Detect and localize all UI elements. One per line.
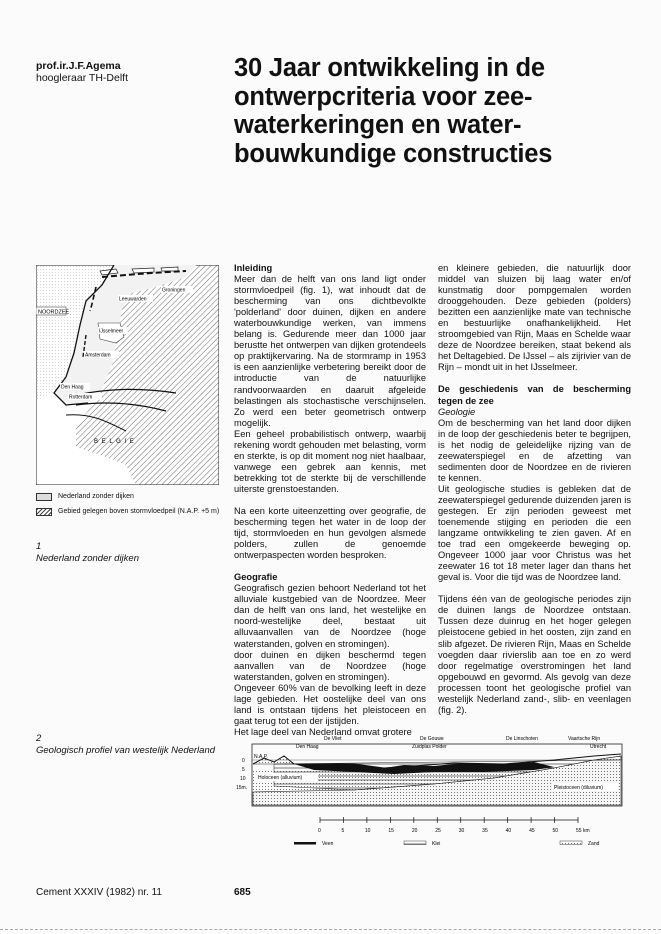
layer-label-pleistoceen: Pleistoceen (diluvium) [554, 785, 603, 791]
legend-swatch-klei [404, 841, 426, 845]
paragraph-gap [438, 583, 631, 594]
author-role: hoogleraar TH-Delft [36, 72, 129, 84]
scale-tick-label: 35 [482, 828, 488, 834]
legend-label: Nederland zonder dijken [58, 493, 134, 500]
figure-1-legend [36, 492, 226, 522]
article-title [234, 54, 634, 168]
legend-swatch-hatch [36, 508, 52, 516]
title-line: waterkeringen en water- [234, 111, 522, 139]
legend-label-klei: Klei [432, 841, 441, 847]
figure-number: 2 [36, 733, 42, 744]
map-label-den-haag: Den Haag [61, 384, 84, 391]
author-name: prof.ir.J.F.Agema [36, 60, 121, 72]
map-label-rotterdam: Rotterdam [69, 394, 93, 401]
figure-number: 1 [36, 541, 42, 552]
figure-caption-text: Geologisch profiel van westelijk Nederland [36, 744, 216, 756]
geological-profile [234, 734, 630, 852]
figure-2-profile [234, 734, 630, 852]
paragraph: Uit geologische studies is gebleken dat de zeewaterspiegel gedurende duizenden jaren is gestegen. Er zijn perioden geweest met toenemende stijging en perioden die een langzame ontwikkeling te zien gaven. Af en toe trad een omgekeerde beweging op. Ongeveer 1000 jaar voor Christus was het zeewater 16 tot 18 meter lager dan thans het geval is. Voor die tijd was de Noordzee land. [438, 483, 631, 583]
scale-tick-label: 30 [458, 828, 465, 834]
legend-swatch-plain [36, 493, 52, 501]
scale-tick-label: 40 [505, 828, 512, 834]
depth-tick: 10 [240, 776, 246, 782]
paragraph-gap [234, 561, 426, 572]
paragraph: door duinen en dijken beschermd tegen aanvallen van de Noordzee (hoge waterstanden, golven en stromingen). [234, 649, 426, 682]
paragraph: en kleinere gebieden, die natuurlijk door middel van sluizen bij laag water en/of kunstmatig door pompgemalen worden drooggehouden. Deze gebieden (polders) bezitten een aanzienlijke mate van technische en bestuurlijke onafhankelijkheid. Het stroomgebied van Rijn, Maas en Schelde waar deze de Noordzee bereiken, staat bekend als het Deltagebied. De IJssel – als zijrivier van de Rijn – mondt uit in het IJsselmeer. [438, 263, 631, 373]
legend-label-zand: Zand [588, 841, 600, 847]
legend-item [36, 492, 226, 501]
paragraph: Na een korte uiteenzetting over geografie, de bescherming tegen het water in de loop der tijd, stormvloeden en hun gevolgen alsmede polders, zullen de genoemde ontwerpaspecten worden besproken. [234, 505, 426, 561]
paragraph: Het lage deel van Nederland omvat grotere [234, 726, 412, 737]
map-label-belgie: B E L G I E [94, 439, 135, 445]
depth-tick: 15m. [236, 785, 248, 791]
scale-tick-label: 0 [318, 828, 321, 834]
legend-item [36, 507, 226, 516]
paragraph: Een geheel probabilistisch ontwerp, waarbij rekening wordt gehouden met belasting, vorm en sterkte, is op dit moment nog niet haalbaar, vanwege een gebrek aan kennis, met betrekking tot de sterkte bij de verschillende uiterste grenstoestanden. [234, 428, 426, 494]
figure-1-caption [36, 541, 226, 564]
footer-journal: Cement XXXIV (1982) nr. 11 [36, 887, 162, 898]
place-label-de-vliet: De Vliet [324, 736, 342, 742]
body-column-1 [234, 263, 426, 738]
section-heading: Inleiding [234, 263, 273, 273]
place-label-utrecht: Utrecht [590, 744, 607, 750]
scale-ticks [318, 817, 590, 834]
legend-label-veen: Veen [322, 841, 334, 847]
paragraph: Tijdens één van de geologische periodes zijn de duinen langs de Noordzee ontstaan. Tussen deze duinrug en het hoger gelegen pleistocene gebied in het oosten, zijn zand en slib afgezet. De rivieren Rijn, Maas en Schelde voegden daar rivierslib aan toe en zo werd door regelmatige overstromingen het land opgebouwd en gevormd. Als gevolg van deze processen toont het geologische profiel van westelijk Nederland zand-, slib- en veenlagen (fig. 2). [438, 594, 631, 715]
place-label-zuidplas-polder: Zuidplas Polder [412, 744, 447, 750]
depth-tick: 5 [242, 767, 245, 773]
footer-page-number: 685 [234, 887, 251, 898]
place-label-de-linschoten: De Linschoten [506, 736, 538, 742]
netherlands-map [36, 265, 219, 485]
place-label-vaartsche-rijn: Vaartsche Rijn [568, 736, 601, 742]
nap-label: N.A.P. [254, 754, 268, 760]
paragraph: Ongeveer 60% van de bevolking leeft in deze lage gebieden. Het oostelijke deel van ons land is ontstaan tijdens het pleistoceen en gaat terug tot een der ijstijden. [234, 682, 426, 726]
map-label-noordzee: NOORDZEE [38, 309, 70, 316]
figure-caption-text: Nederland zonder dijken [36, 552, 139, 564]
map-label-amsterdam: Amsterdam [85, 352, 111, 359]
map-label-groningen: Groningen [162, 287, 186, 294]
body-column-2 [438, 263, 631, 716]
paragraph: Om de bescherming van het land door dijken in de loop der geschiedenis beter te begrijpen, is het nodig de geleidelijke rijzing van de zeewaterspiegel en de afzetting van sedimenten door de Noordzee en de rivieren te kennen. [438, 417, 631, 483]
title-line: ontwerpcriteria voor zee- [234, 82, 533, 111]
place-label-de-gouwe: De Gouwe [420, 736, 444, 742]
depth-tick: 0 [242, 758, 245, 764]
scale-tick-label: 25 [435, 828, 441, 834]
map-label-leeuwarden: Leeuwarden [119, 296, 147, 303]
scale-tick-label: 45 [529, 828, 535, 834]
legend-swatch-veen [294, 842, 316, 845]
title-line: bouwkundige constructies [234, 139, 553, 168]
section-heading: De geschiedenis van de bescherming tegen de zee [438, 384, 631, 406]
scale-tick-label: 15 [388, 828, 394, 834]
scale-tick-label: 20 [411, 828, 418, 834]
paragraph-gap [438, 373, 631, 384]
section-heading: Geografie [234, 572, 278, 583]
bottom-rule [0, 929, 661, 930]
subsection-heading: Geologie [438, 406, 476, 417]
legend-label: Gebied gelegen boven stormvloedpeil (N.A.P. +5 m) [58, 508, 220, 515]
author-block [36, 60, 128, 84]
map-label-ijsselmeer: IJsselmeer [99, 328, 124, 335]
scale-tick-label: 5 [341, 828, 345, 834]
legend-swatch-zand [560, 841, 582, 845]
layer-label-holoceen: Holoceen (alluvium) [258, 775, 303, 781]
place-label-den-haag: Den Haag [296, 744, 319, 750]
paragraph-gap [234, 495, 426, 506]
scale-tick-label: 10 [364, 828, 371, 834]
figure-1-map [36, 265, 219, 485]
paragraph: Geografisch gezien behoort Nederland tot het alluviale kustgebied van de Noordzee. Meer dan de helft van ons land, het westelijke en noord-westelijke deel, bestaat uit alluvaanvallen van de Noordzee (hoge waterstanden, golven en stromingen). [234, 583, 426, 649]
figure-2-caption [36, 733, 226, 756]
paragraph: Meer dan de helft van ons land ligt onder stormvloedpeil (fig. 1), wat inhoudt dat de bescherming van ons dichtbevolkte 'polderland' door duinen, dijken en andere waterbouwkundige werken, van immens belang is. Gedurende meer dan 1000 jaar berustte het ontwerpen van dijken grotendeels op praktijkervaring. Na de stormramp in 1953 is een aanzienlijke verbetering bereikt door de introductie van de natuurlijke randvoorwaarden en daaruit afgeleide belastingen als stochastische verschijnselen. Zo werd een beter geometrisch ontwerp mogelijk. [234, 274, 426, 428]
scale-tick-label: 50 [552, 828, 559, 834]
scale-tick-label: 55 km [576, 828, 590, 834]
title-line: 30 Jaar ontwikkeling in de [234, 54, 545, 82]
